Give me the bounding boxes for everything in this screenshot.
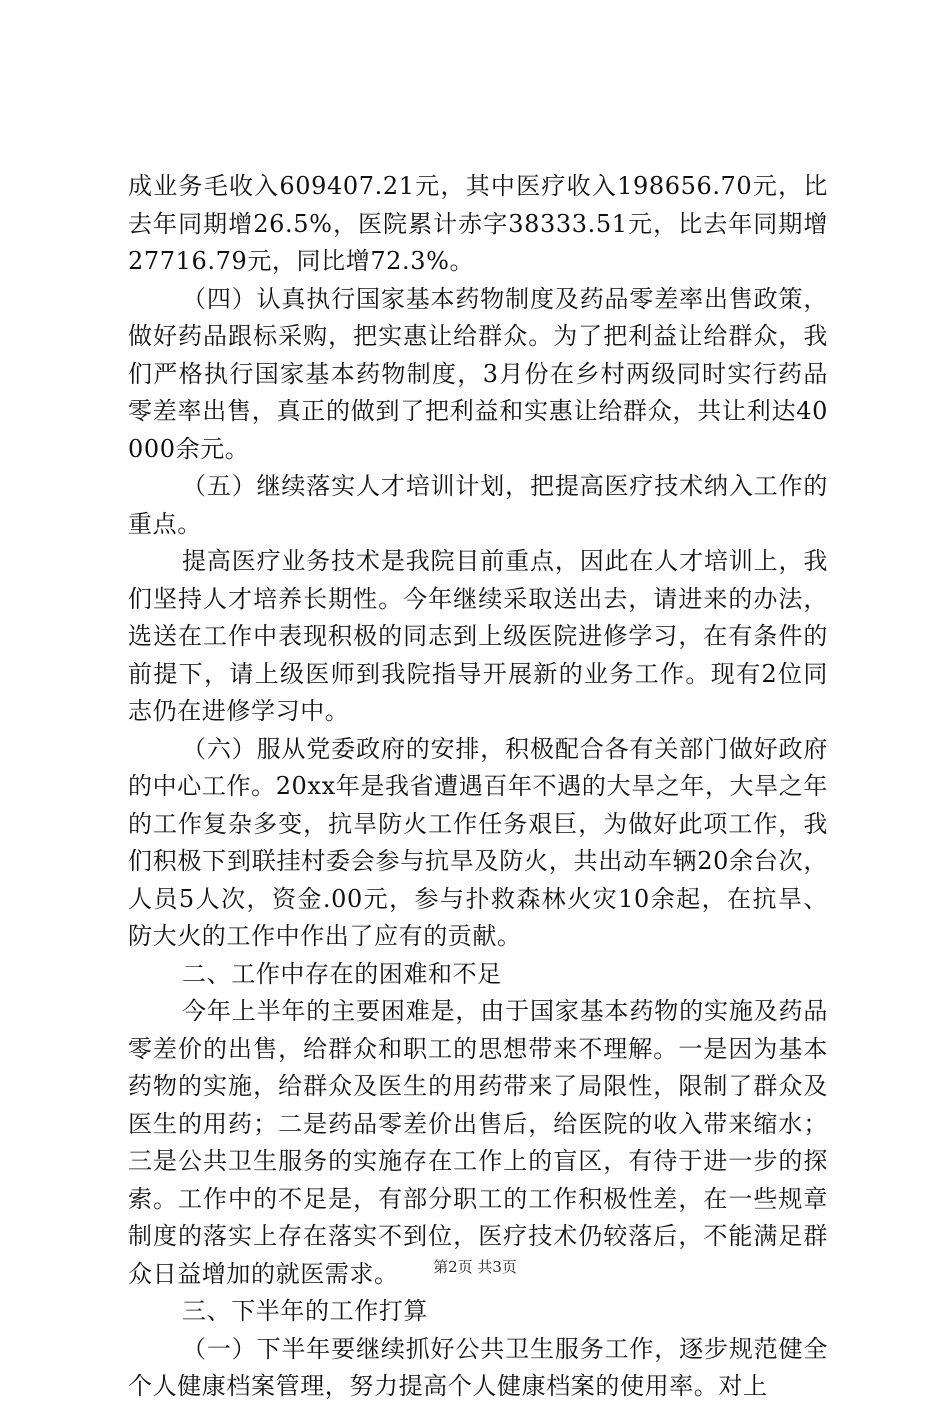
document-body bbox=[128, 168, 828, 1406]
paragraph-talent-training-body: 提高医疗业务技术是我院目前重点，因此在人才培训上，我们坚持人才培养长期性。今年继续采取送出去，请进来的办法，选送在工作中表现积极的同志到上级医院进修学习，在有条件的前提下，请上级医师到我院指导开展新的业务工作。现有2位同志仍在进修学习中。 bbox=[128, 547, 828, 725]
section-heading-next-half-plan: 三、下半年的工作打算 bbox=[182, 1297, 428, 1325]
paragraph-public-health-plan: （一）下半年要继续抓好公共卫生服务工作，逐步规范健全个人健康档案管理，努力提高个人健康档案的使用率。对上 bbox=[128, 1334, 828, 1400]
paragraph-drought-fire: （六）服从党委政府的安排，积极配合各有关部门做好政府的中心工作。20xx年是我省遭遇百年不遇的大旱之年，大旱之年的工作复杂多变，抗旱防火工作任务艰巨，为做好此项工作，我们积极下到联挂村委会参与抗旱及防火，共出动车辆20余台次，人员5人次，资金.00元，参与扑救森林火灾10余起，在抗旱、防大火的工作中作出了应有的贡献。 bbox=[128, 734, 828, 950]
paragraph-essential-drugs: （四）认真执行国家基本药物制度及药品零差率出售政策，做好药品跟标采购，把实惠让给群众。为了把利益让给群众，我们严格执行国家基本药物制度，3月份在乡村两级同时实行药品零差率出售，真正的做到了把利益和实惠让给群众，共让利达40000余元。 bbox=[128, 284, 828, 463]
paragraph-talent-training-heading: （五）继续落实人才培训计划，把提高医疗技术纳入工作的重点。 bbox=[128, 472, 828, 538]
section-heading-difficulties: 二、工作中存在的困难和不足 bbox=[182, 959, 502, 988]
paragraph-revenue-summary: 成业务毛收入609407.21元，其中医疗收入198656.70元，比去年同期增26.5%，医院累计赤字38333.51元，比去年同期增27716.79元，同比增72.3%。 bbox=[128, 172, 828, 275]
paragraph-difficulties: 今年上半年的主要困难是，由于国家基本药物的实施及药品零差价的出售，给群众和职工的思想带来不理解。一是因为基本药物的实施，给群众及医生的用药带来了局限性，限制了群众及医生的用药；二是药品零差价出售后，给医院的收入带来缩水；三是公共卫生服务的实施存在工作上的盲区，有待于进一步的探索。工作中的不足是，有部分职工的工作积极性差，在一些规章制度的落实上存在落实不到位，医疗技术仍较落后，不能满足群众日益增加的就医需求。 bbox=[128, 997, 828, 1288]
page-number-footer: 第2页 共3页 bbox=[433, 1258, 517, 1276]
